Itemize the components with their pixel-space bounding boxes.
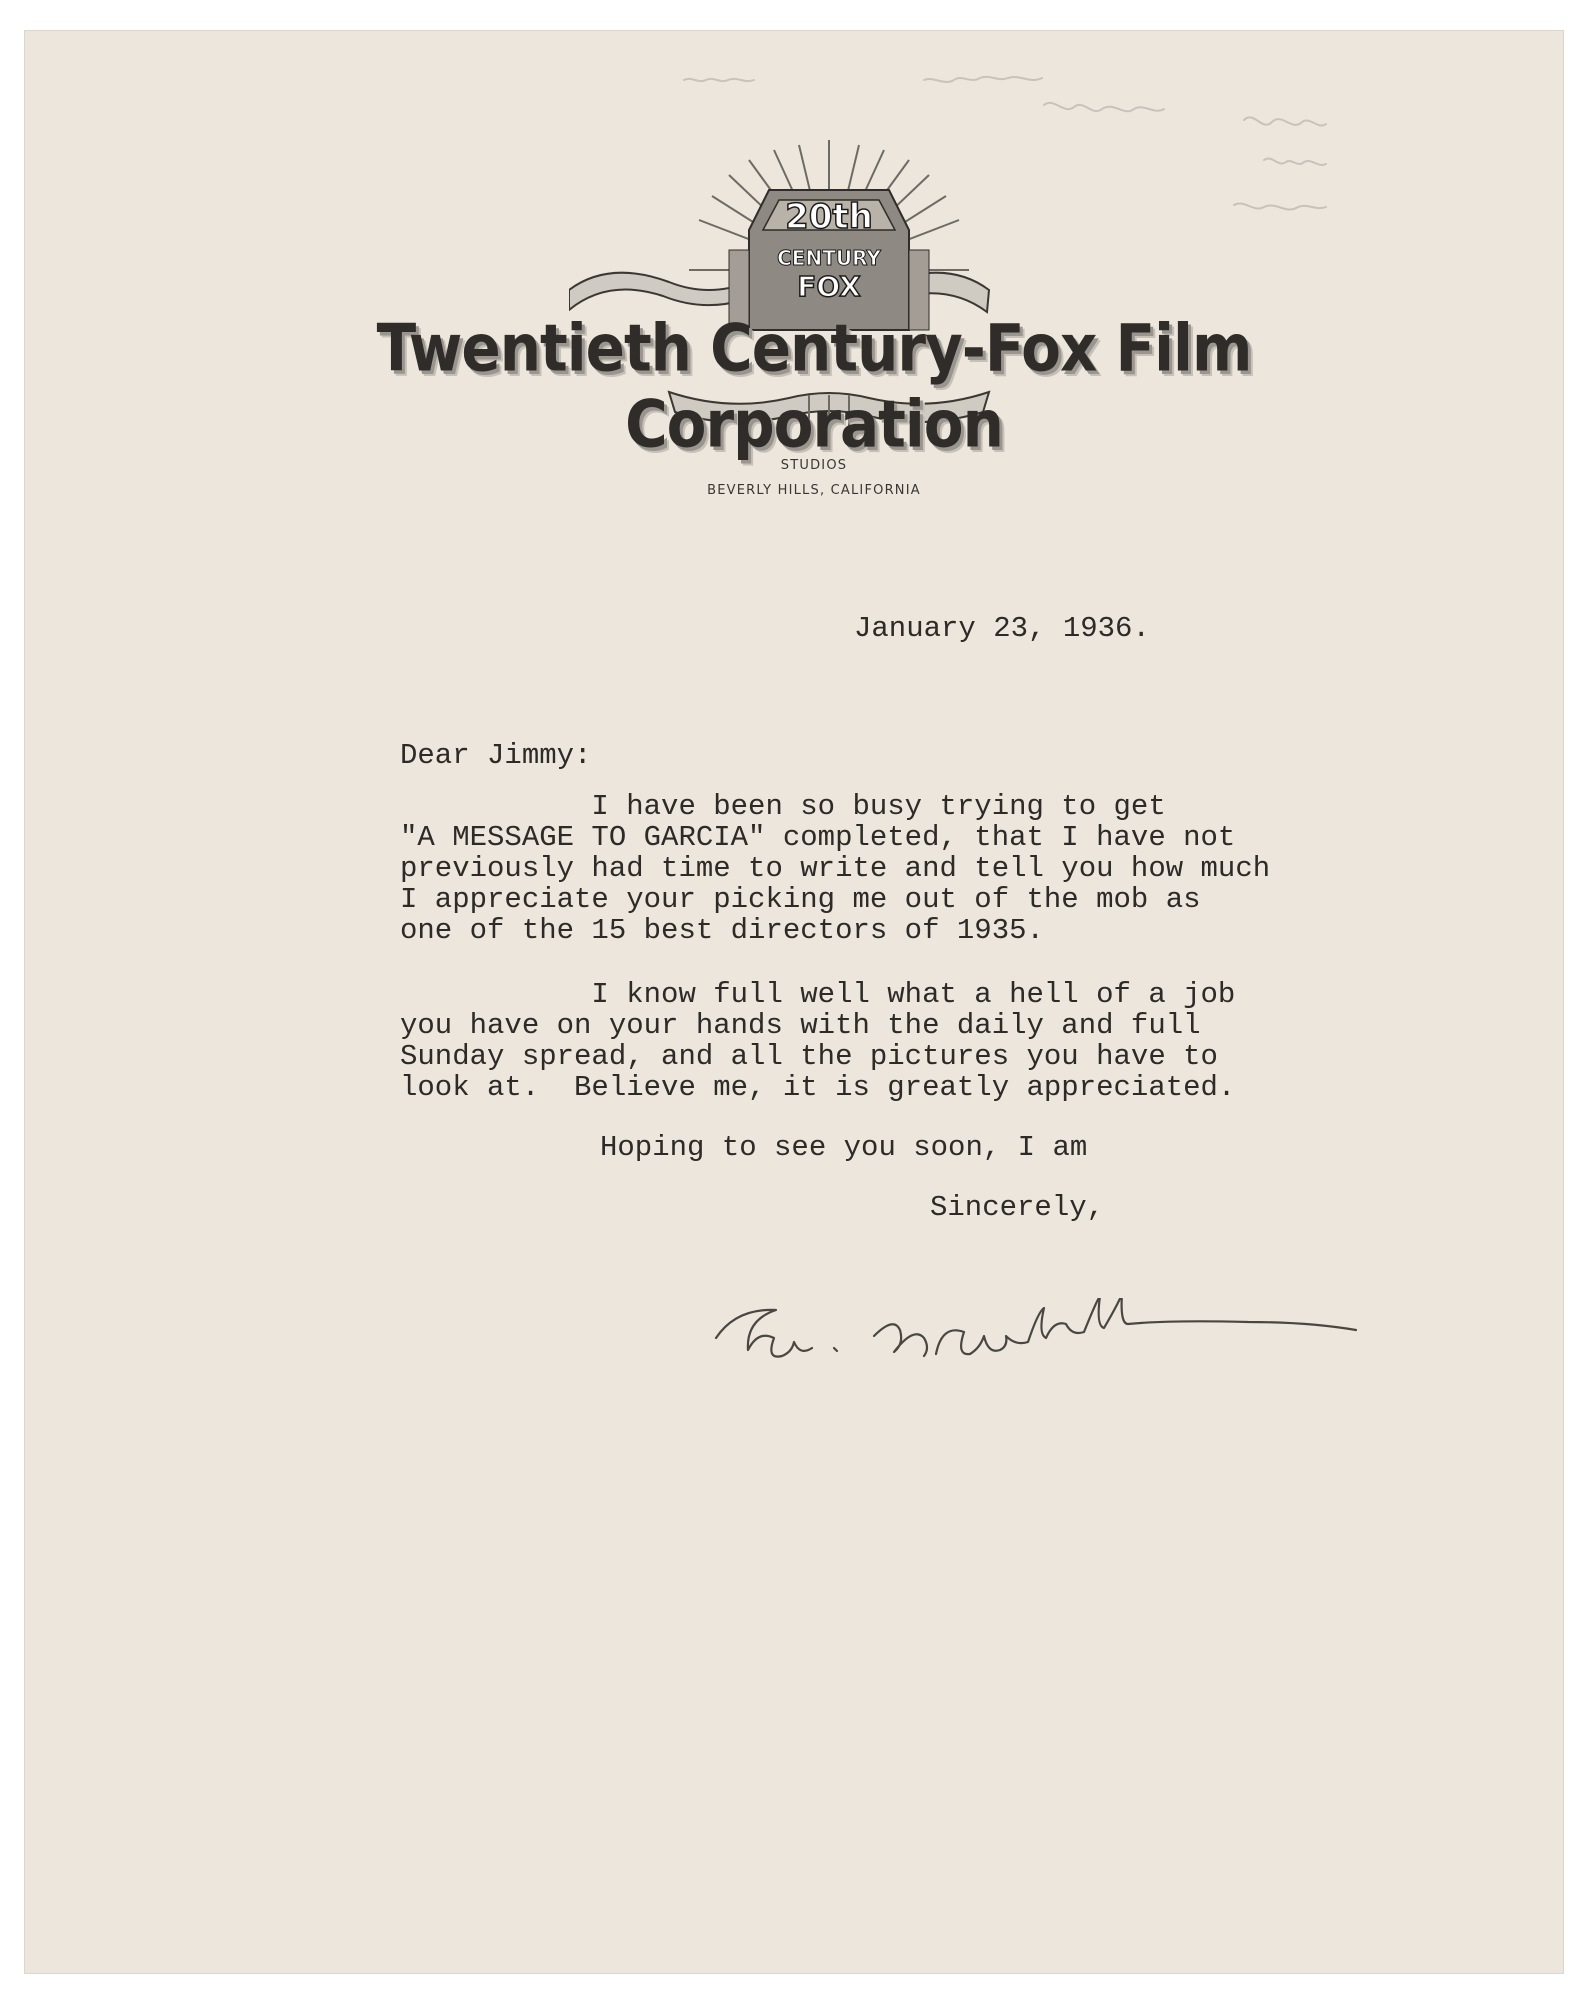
- handwritten-signature: [714, 1298, 1394, 1378]
- svg-text:20th: 20th: [785, 197, 873, 237]
- studios-label: STUDIOS: [780, 458, 848, 473]
- company-name: Twentieth Century-Fox Film Corporation: [376, 310, 1252, 463]
- letter-date: January 23, 1936.: [854, 612, 1150, 645]
- sign-off: Sincerely,: [930, 1191, 1105, 1224]
- body-paragraph-2: I know full well what a hell of a job you have on your hands with the daily and full Sunday spread, and all the pictures you have to look at. Believe me, it is greatly appreciated.: [400, 978, 1236, 1104]
- letter-paper: [24, 30, 1564, 1974]
- body-paragraph-1: I have been so busy trying to get "A MESSAGE TO GARCIA" completed, that I have not previously had time to write and tell you how much I appreciate your picking me out of the mob as one of the 15 best directors of 1935.: [400, 790, 1271, 947]
- closing-line: Hoping to see you soon, I am: [600, 1131, 1088, 1164]
- svg-text:FOX: FOX: [797, 270, 861, 303]
- salutation: Dear Jimmy:: [400, 739, 592, 772]
- address-label: BEVERLY HILLS, CALIFORNIA: [707, 483, 921, 498]
- svg-text:CENTURY: CENTURY: [777, 246, 881, 270]
